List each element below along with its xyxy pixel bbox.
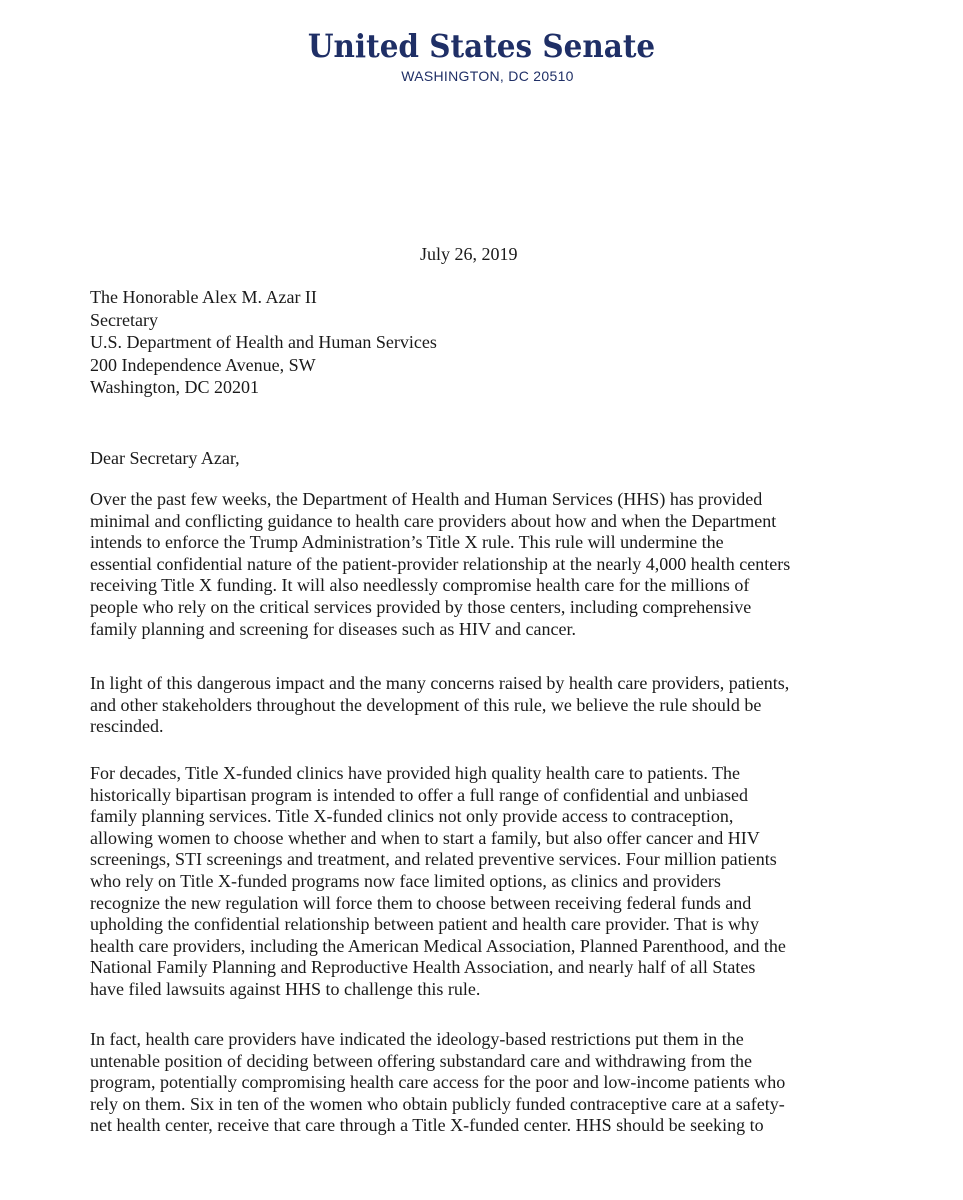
paragraph-line: upholding the confidential relationship between patient and health care provider. That is why xyxy=(90,914,759,935)
recipient-street: 200 Independence Avenue, SW xyxy=(90,354,316,375)
paragraph-line: people who rely on the critical services provided by those centers, including comprehensive xyxy=(90,596,752,617)
recipient-name: The Honorable Alex M. Azar II xyxy=(90,287,317,307)
recipient-title: Secretary xyxy=(90,309,158,330)
paragraph-line: historically bipartisan program is intended to offer a full range of confidential and unbiased xyxy=(90,784,748,805)
recipient-city: Washington, DC 20201 xyxy=(90,377,260,397)
paragraph-line: net health center, receive that care through a Title X-funded center. HHS should be seeking to xyxy=(90,1115,764,1136)
paragraph-line: allowing women to choose whether and when to start a family, but also offer cancer and HIV xyxy=(90,827,760,848)
paragraph-1 xyxy=(90,489,865,640)
paragraph-line: program, potentially compromising health care access for the poor and low-income patients who xyxy=(90,1072,786,1093)
paragraph-line: intends to enforce the Trump Administration’s Title X rule. This rule will undermine the xyxy=(90,532,724,553)
letterhead xyxy=(0,26,963,84)
paragraph-line: have filed lawsuits against HHS to challenge this rule. xyxy=(90,978,481,999)
paragraph-2 xyxy=(90,673,865,738)
paragraph-line: health care providers, including the American Medical Association, Planned Parenthood, and the xyxy=(90,935,786,956)
paragraph-line: In fact, health care providers have indicated the ideology-based restrictions put them in the xyxy=(90,1029,744,1049)
paragraph-line: rescinded. xyxy=(90,716,164,737)
senate-address: WASHINGTON, DC 20510 xyxy=(401,68,574,84)
paragraph-line: recognize the new regulation will force them to choose between receiving federal funds and xyxy=(90,892,752,913)
salutation: Dear Secretary Azar, xyxy=(90,448,240,468)
recipient-block xyxy=(90,286,437,399)
paragraph-line: essential confidential nature of the patient-provider relationship at the nearly 4,000 health centers xyxy=(90,553,791,574)
senate-name: United States Senate xyxy=(307,27,656,65)
paragraph-line: untenable position of deciding between offering substandard care and withdrawing from the xyxy=(90,1050,752,1071)
paragraph-line: rely on them. Six in ten of the women who obtain publicly funded contraceptive care at a safety- xyxy=(90,1093,785,1114)
paragraph-line: In light of this dangerous impact and the many concerns raised by health care providers, patients, xyxy=(90,673,790,693)
paragraph-line: For decades, Title X-funded clinics have provided high quality health care to patients. The xyxy=(90,763,741,783)
paragraph-line: and other stakeholders throughout the development of this rule, we believe the rule should be xyxy=(90,694,762,715)
paragraph-line: minimal and conflicting guidance to health care providers about how and when the Department xyxy=(90,510,777,531)
paragraph-line: family planning and screening for diseases such as HIV and cancer. xyxy=(90,618,577,639)
paragraph-4 xyxy=(90,1029,865,1137)
paragraph-line: who rely on Title X-funded programs now face limited options, as clinics and providers xyxy=(90,870,721,891)
paragraph-3 xyxy=(90,763,865,1001)
paragraph-line: Over the past few weeks, the Department of Health and Human Services (HHS) has provided xyxy=(90,489,763,509)
letter-date: July 26, 2019 xyxy=(420,244,518,264)
paragraph-line: National Family Planning and Reproductive Health Association, and nearly half of all States xyxy=(90,957,756,978)
recipient-department: U.S. Department of Health and Human Services xyxy=(90,332,437,352)
paragraph-line: family planning services. Title X-funded clinics not only provide access to contraception, xyxy=(90,806,734,827)
paragraph-line: screenings, STI screenings and treatment, and related preventive services. Four million patients xyxy=(90,849,777,870)
paragraph-line: receiving Title X funding. It will also needlessly compromise health care for the millions of xyxy=(90,575,750,596)
